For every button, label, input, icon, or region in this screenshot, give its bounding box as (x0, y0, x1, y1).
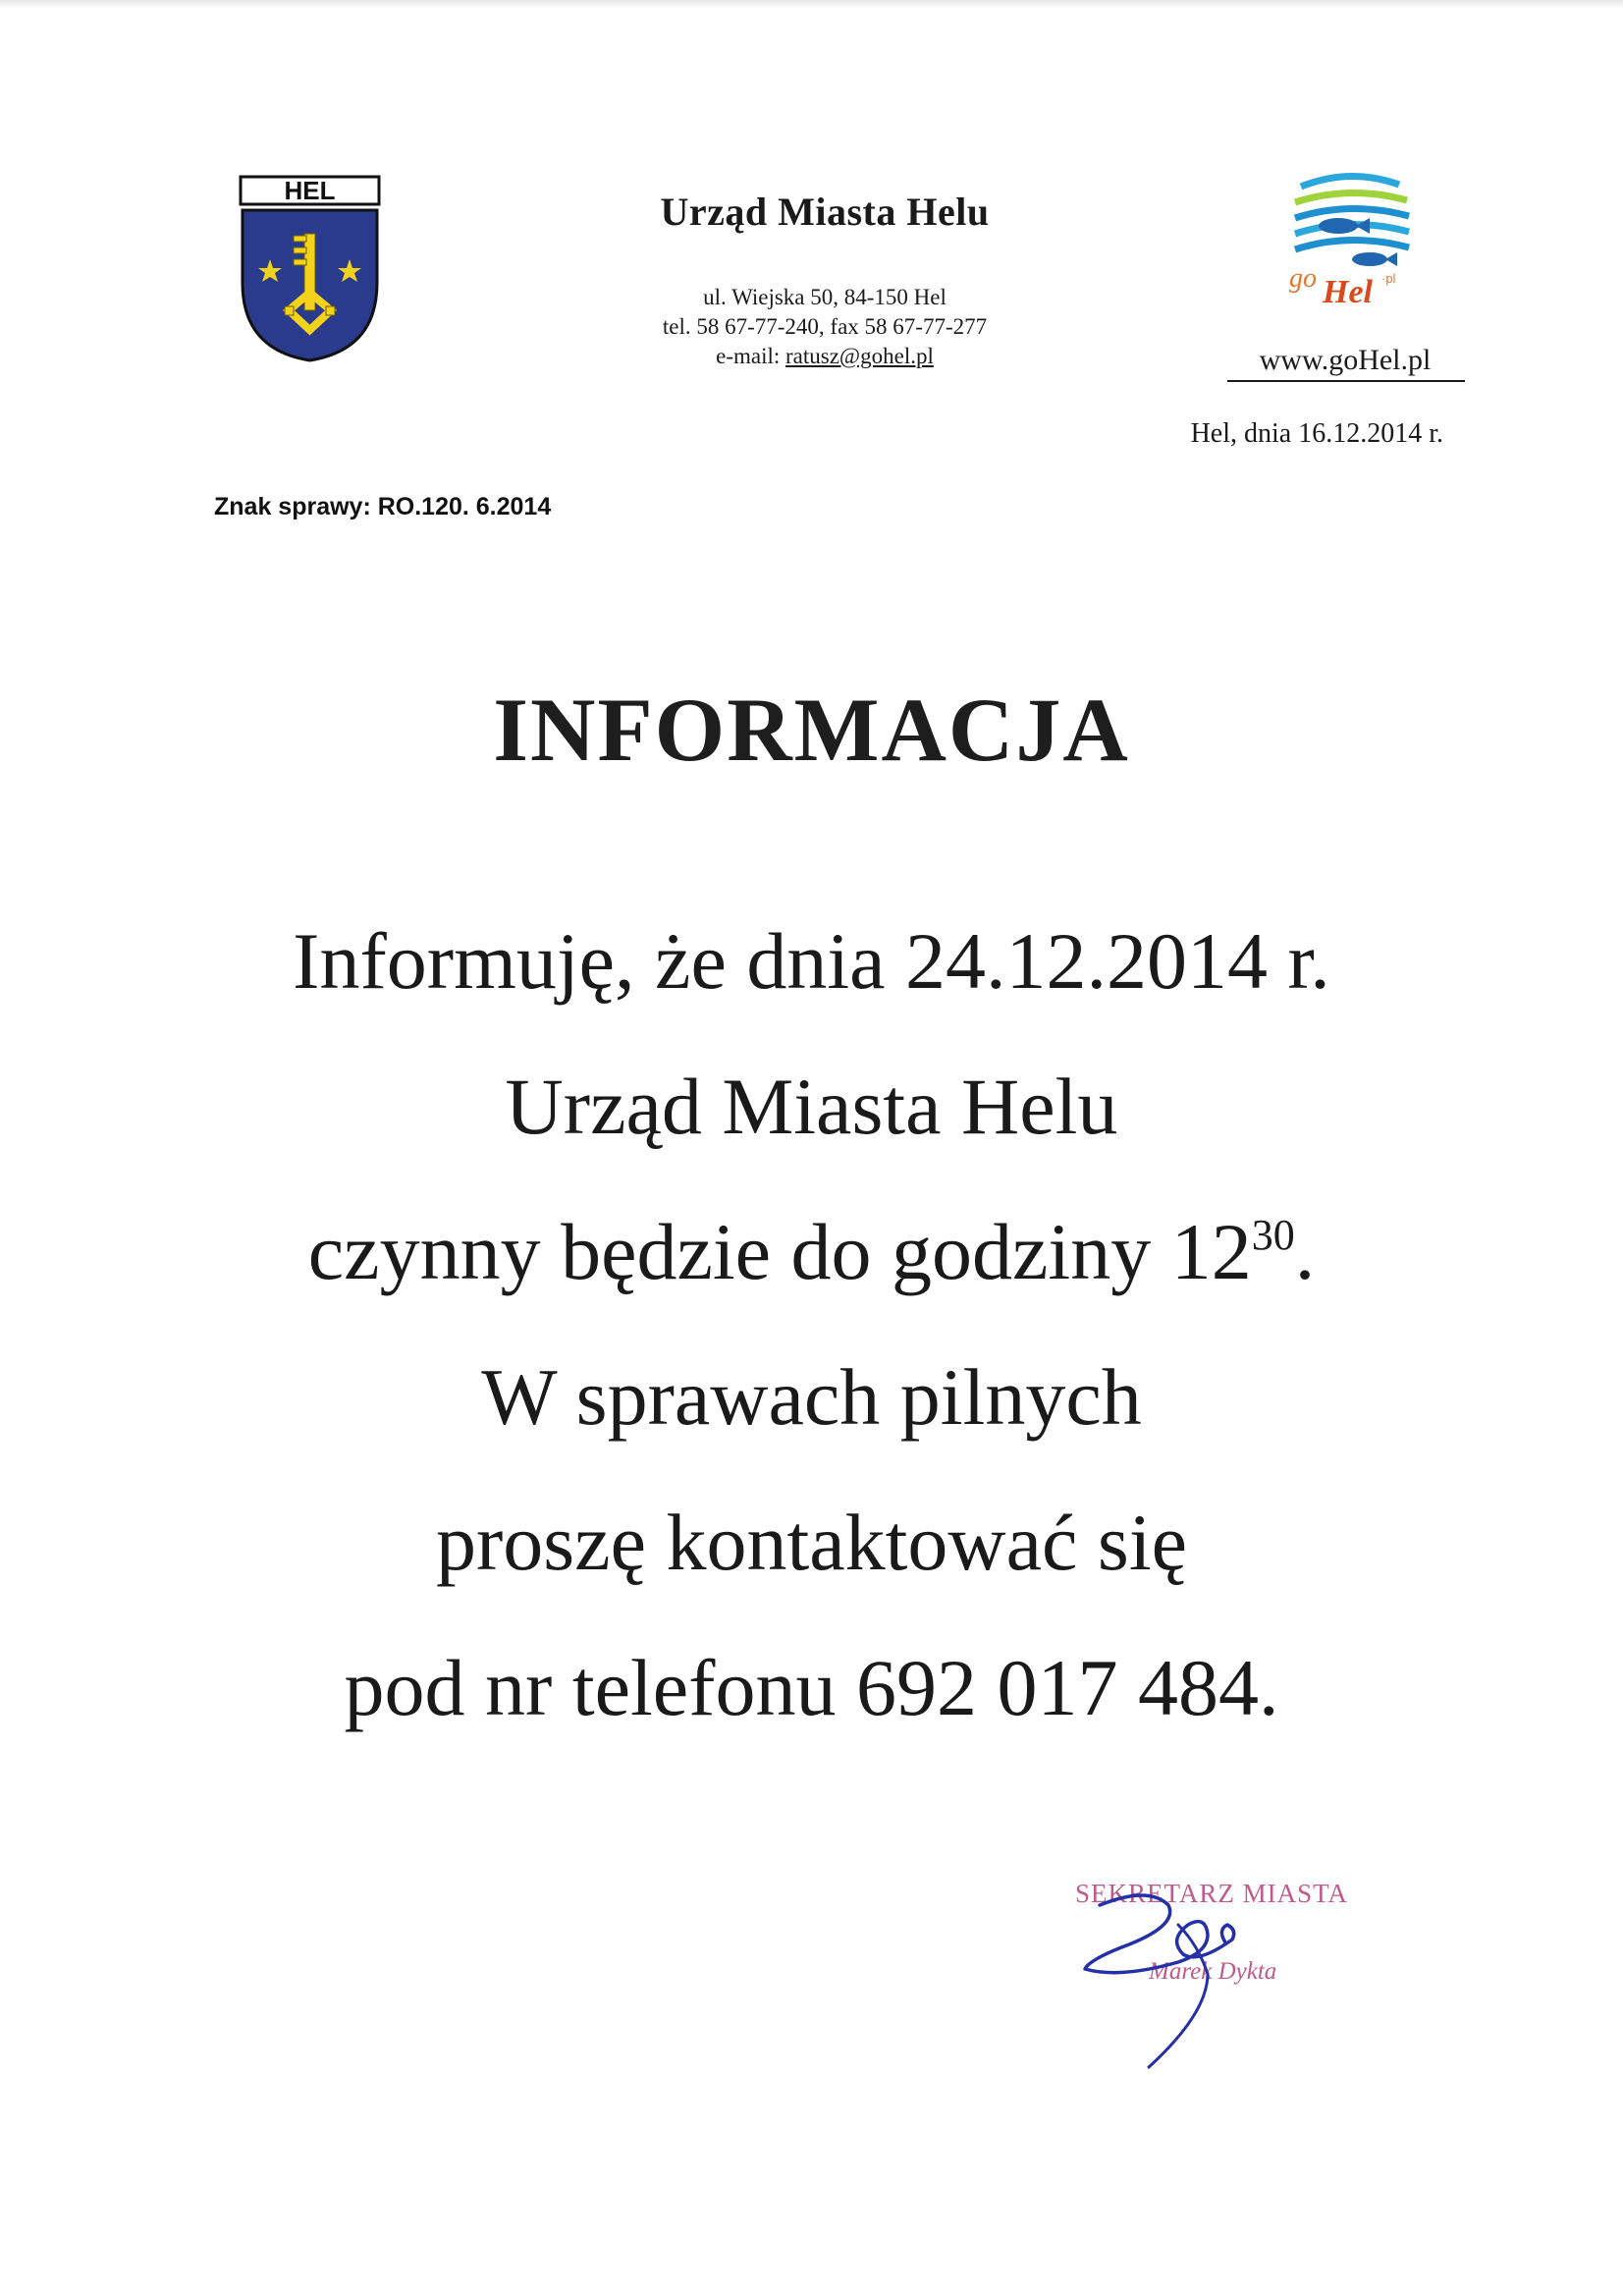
email-line (511, 342, 1139, 371)
coat-of-arms-icon (239, 175, 381, 363)
stamp-name: Marek Dykta (1149, 1958, 1277, 1985)
notice-line-2: Urząd Miasta Helu (505, 1062, 1118, 1151)
svg-text:go: go (1289, 263, 1317, 294)
notice-line-1: Informuję, że dnia 24.12.2014 r. (293, 916, 1330, 1006)
notice-line-3-end: . (1294, 1207, 1316, 1296)
case-reference: Znak sprawy: RO.120. 6.2014 (214, 493, 552, 520)
phone-line: tel. 58 67-77-240, fax 58 67-77-277 (662, 314, 988, 339)
notice-body (0, 889, 1623, 1761)
contact-block (511, 283, 1139, 371)
notice-line-4: W sprawach pilnych (481, 1352, 1142, 1442)
address-line: ul. Wiejska 50, 84-150 Hel (703, 285, 947, 309)
document-date: Hel, dnia 16.12.2014 r. (1190, 418, 1443, 449)
minutes-superscript: 30 (1251, 1211, 1295, 1259)
notice-line-6: pod nr telefonu 692 017 484. (344, 1643, 1279, 1732)
notice-line-5: proszę kontaktować się (435, 1498, 1188, 1587)
email-link[interactable]: ratusz@gohel.pl (785, 344, 934, 368)
stamp-title: SEKRETARZ MIASTA (1075, 1879, 1348, 1908)
website-link[interactable]: www.goHel.pl (1259, 344, 1432, 376)
svg-text:Hel: Hel (1323, 274, 1373, 309)
handwritten-signature (1060, 1846, 1286, 2082)
gohel-logo-icon (1281, 167, 1424, 309)
svg-text:·pl: ·pl (1381, 271, 1396, 286)
website-underline (1227, 380, 1465, 382)
notice-line-3-text: czynny będzie do godziny 12 (307, 1207, 1252, 1296)
document-heading: INFORMACJA (493, 680, 1130, 780)
scan-edge (0, 0, 1623, 8)
coat-of-arms-label: HEL (284, 176, 336, 205)
email-prefix: e-mail: (716, 344, 786, 368)
notice-line-3 (0, 1179, 1623, 1325)
office-name: Urząd Miasta Helu (660, 190, 990, 234)
